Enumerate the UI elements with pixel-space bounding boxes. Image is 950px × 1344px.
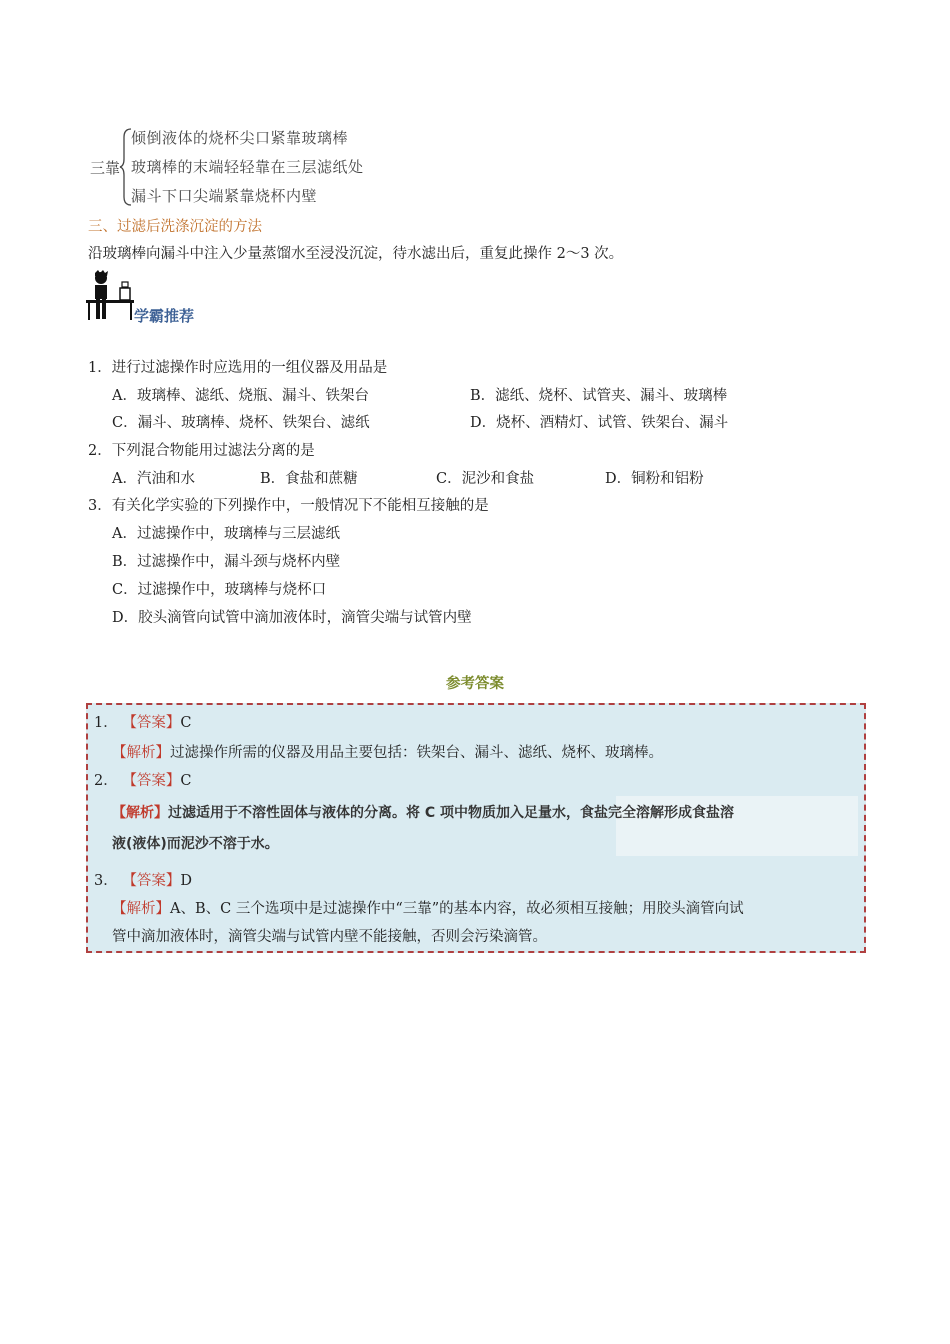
answers-title: 参考答案 <box>446 675 504 692</box>
brace-label: 三靠 <box>90 159 121 177</box>
recommend-label: 学霸推荐 <box>134 307 195 325</box>
answer-tag: 【答案】 <box>122 715 181 731</box>
analysis-text: A、B、C 三个选项中是过滤操作中“三靠”的基本内容，故必须相互接触；用胶头滴管向试 <box>170 901 744 917</box>
analysis-row <box>112 741 663 762</box>
analysis-row-continued <box>112 833 279 853</box>
question-option: A．玻璃棒、滤纸、烧瓶、漏斗、铁架台 <box>112 388 369 404</box>
brace-item: 倾倒液体的烧杯尖口紧靠玻璃棒 <box>131 129 349 147</box>
question-option: D．铜粉和铝粉 <box>605 471 704 487</box>
analysis-text: 液(液体)而泥沙不溶于水。 <box>112 836 279 852</box>
answer-number: 2． <box>94 773 118 789</box>
analysis-tag: 【解析】 <box>112 745 170 761</box>
answer-tag: 【答案】 <box>122 873 181 889</box>
answer-value: D <box>180 873 192 889</box>
answer-value: C <box>180 773 192 789</box>
answer-value: C <box>180 715 192 731</box>
question-stem: 3．有关化学实验的下列操作中，一般情况下不能相互接触的是 <box>88 498 489 514</box>
analysis-tag: 【解析】 <box>112 805 168 821</box>
analysis-tag: 【解析】 <box>112 901 170 917</box>
question-option: B．过滤操作中，漏斗颈与烧杯内壁 <box>112 554 341 570</box>
brace-item: 漏斗下口尖端紧靠烧杯内壁 <box>131 187 318 205</box>
question-option: C．漏斗、玻璃棒、烧杯、铁架台、滤纸 <box>112 415 370 431</box>
question-option: D．烧杯、酒精灯、试管、铁架台、漏斗 <box>470 415 729 431</box>
question-option: A．过滤操作中，玻璃棒与三层滤纸 <box>112 526 340 542</box>
question-option: D．胶头滴管向试管中滴加液体时，滴管尖端与试管内壁 <box>112 610 472 626</box>
brace-item: 玻璃棒的末端轻轻靠在三层滤纸处 <box>131 158 364 176</box>
analysis-row <box>112 897 744 918</box>
analysis-row-continued <box>112 925 547 946</box>
analysis-text: 过滤操作所需的仪器及用品主要包括：铁架台、漏斗、滤纸、烧杯、玻璃棒。 <box>170 745 663 761</box>
answer-tag: 【答案】 <box>122 773 181 789</box>
answer-row <box>94 769 191 790</box>
answer-number: 1． <box>94 715 118 731</box>
question-option: B．滤纸、烧杯、试管夹、漏斗、玻璃棒 <box>470 388 728 404</box>
question-option: B．食盐和蔗糖 <box>260 471 358 487</box>
analysis-row <box>112 802 734 822</box>
question-stem: 2．下列混合物能用过滤法分离的是 <box>88 443 315 459</box>
question-option: A．汽油和水 <box>112 471 195 487</box>
answer-row <box>94 711 191 732</box>
student-at-desk-icon <box>86 270 136 322</box>
question-option: C．过滤操作中，玻璃棒与烧杯口 <box>112 582 327 598</box>
question-stem: 1．进行过滤操作时应选用的一组仪器及用品是 <box>88 360 388 376</box>
section-title: 三、过滤后洗涤沉淀的方法 <box>88 219 262 235</box>
answer-row <box>94 869 192 890</box>
analysis-text: 过滤适用于不溶性固体与液体的分离。将 C 项中物质加入足量水，食盐完全溶解形成食盐溶 <box>168 805 735 821</box>
section-paragraph: 沿玻璃棒向漏斗中注入少量蒸馏水至浸没沉淀，待水滤出后，重复此操作 2～3 次。 <box>88 246 624 262</box>
answer-number: 3． <box>94 873 118 889</box>
analysis-text: 管中滴加液体时，滴管尖端与试管内壁不能接触，否则会污染滴管。 <box>112 929 547 945</box>
question-option: C．泥沙和食盐 <box>436 471 535 487</box>
